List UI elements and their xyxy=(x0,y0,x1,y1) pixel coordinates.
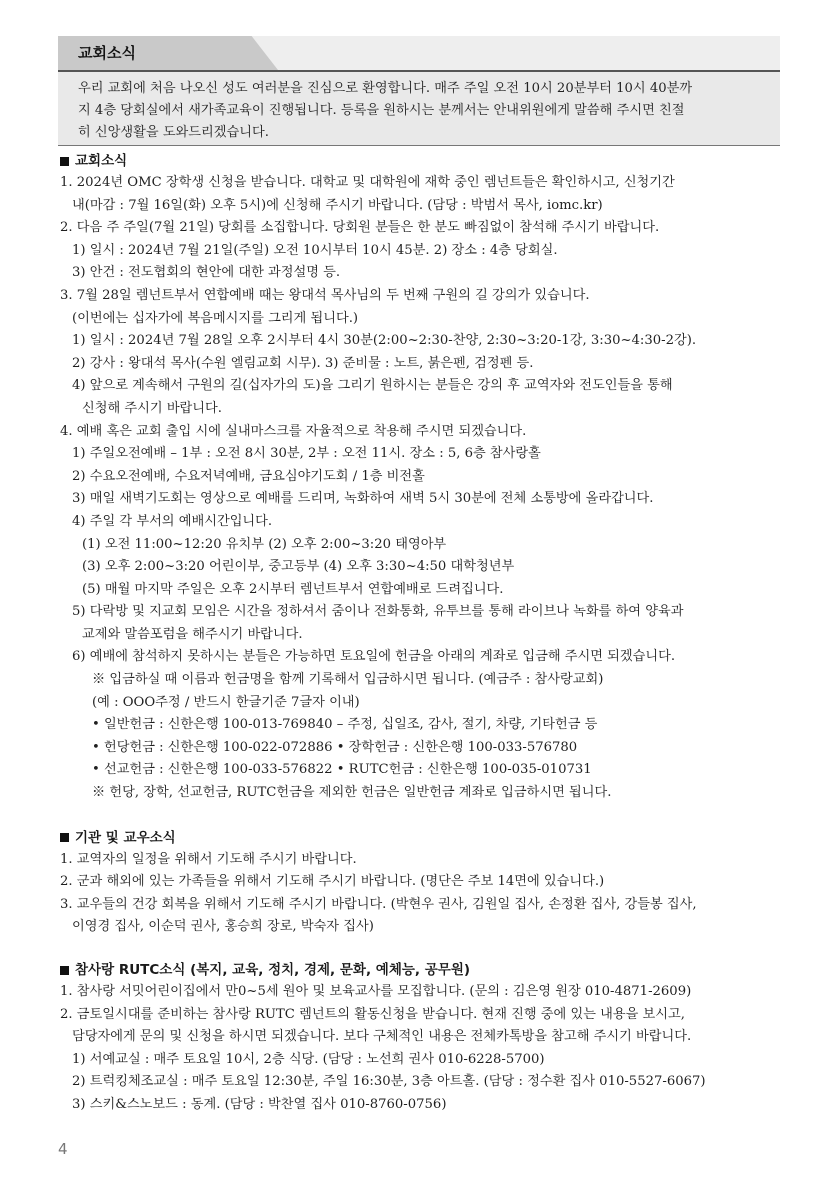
square-bullet-icon xyxy=(60,157,69,166)
list-item: 3. 교우들의 건강 회복을 위해서 기도해 주시기 바랍니다. (박현우 권사, 김원일 집사, 손정환 집사, 강들봉 집사, xyxy=(60,896,697,912)
list-item: 5) 다락방 및 지교회 모임은 시간을 정하셔서 줌이나 전화통화, 유투브를 통해 라이브나 녹화를 하여 양육과 xyxy=(72,604,684,620)
spacer xyxy=(60,805,790,827)
header-bar xyxy=(58,36,780,72)
welcome-line: 히 신앙생활을 도와드리겠습니다. xyxy=(78,125,269,140)
list-item: 내(마감 : 7월 16일(화) 오후 5시)에 신청해 주시기 바랍니다. (담당 : 박범서 목사, iomc.kr) xyxy=(72,197,603,213)
list-item: • 선교헌금 : 신한은행 100-033-576822 • RUTC헌금 : 신한은행 100-035-010731 xyxy=(92,762,592,778)
list-item: 2) 트럭킹체조교실 : 매주 토요일 12:30분, 주일 16:30분, 3층 아트홀. (담당 : 정수환 집사 010-5527-6067) xyxy=(72,1074,706,1090)
list-item: 4) 주일 각 부서의 예배시간입니다. xyxy=(72,513,273,529)
list-item: 1. 참사랑 서밋어린이집에서 만0~5세 원아 및 보육교사를 모집합니다. (문의 : 김은영 원장 010-4871-2609) xyxy=(60,984,692,999)
list-item: 1) 일시 : 2024년 7월 21일(주일) 오전 10시부터 10시 45분. 2) 장소 : 4층 당회실. xyxy=(72,242,558,258)
list-item: 1. 교역자의 일정을 위해서 기도해 주시기 바랍니다. xyxy=(60,851,357,867)
welcome-box xyxy=(58,72,780,146)
section-heading-rutc-news: 참사랑 RUTC소식 (복지, 교육, 정치, 경제, 문화, 예체능, 공무원) xyxy=(60,959,790,981)
content xyxy=(60,150,790,1117)
list-item: (5) 매월 마지막 주일은 오후 2시부터 렘넌트부서 연합예배로 드려집니다. xyxy=(82,581,504,597)
list-item: 2. 군과 해외에 있는 가족들을 위해서 기도해 주시기 바랍니다. (명단은 주보 14면에 있습니다.) xyxy=(60,874,605,890)
list-item: 1) 일시 : 2024년 7월 28일 오후 2시부터 4시 30분(2:00~2:30-찬양, 2:30~3:20-1강, 3:30~4:30-2강). xyxy=(72,333,697,349)
list-item: 교제와 말씀포럼을 해주시기 바랍니다. xyxy=(82,626,303,642)
list-item: 3) 매일 새벽기도회는 영상으로 예배를 드리며, 녹화하여 새벽 5시 30분에 전체 소통방에 올라갑니다. xyxy=(72,491,654,507)
list-item: 1) 주일오전예배 – 1부 : 오전 8시 30분, 2부 : 오전 11시. 장소 : 5, 6층 참사랑홀 xyxy=(72,446,541,462)
list-item: 4. 예배 혹은 교회 출입 시에 실내마스크를 자율적으로 착용해 주시면 되겠습니다. xyxy=(60,423,527,439)
list-item: 3) 안건 : 전도협회의 현안에 대한 과정설명 등. xyxy=(72,265,341,281)
list-item: (이번에는 십자가에 복음메시지를 그리게 됩니다.) xyxy=(72,310,359,326)
list-item: 6) 예배에 참석하지 못하시는 분들은 가능하면 토요일에 헌금을 아래의 계좌로 입금해 주시면 되겠습니다. xyxy=(72,649,676,665)
square-bullet-icon xyxy=(60,833,69,842)
list-item: 이영경 집사, 이순덕 권사, 홍승희 장로, 박숙자 집사) xyxy=(72,919,374,935)
list-item: 1) 서예교실 : 매주 토요일 10시, 2층 식당. (담당 : 노선희 권사 010-6228-5700) xyxy=(72,1051,545,1067)
list-item: 3) 스키&스노보드 : 동계. (담당 : 박찬열 집사 010-8760-0756) xyxy=(72,1096,447,1112)
list-item: • 헌당헌금 : 신한은행 100-022-072886 • 장학헌금 : 신한은행 100-033-576780 xyxy=(92,739,578,755)
square-bullet-icon xyxy=(60,966,69,975)
list-item: 1. 2024년 OMC 장학생 신청을 받습니다. 대학교 및 대학원에 재학 중인 렘넌트들은 확인하시고, 신청기간 xyxy=(60,175,675,190)
list-item: (3) 오후 2:00~3:20 어린이부, 중고등부 (4) 오후 3:30~4:50 대학청년부 xyxy=(82,559,515,575)
list-item: (1) 오전 11:00~12:20 유치부 (2) 오후 2:00~3:20 태영아부 xyxy=(82,536,447,552)
list-item: 담당자에게 문의 및 신청을 하시면 되겠습니다. 보다 구체적인 내용은 전체카톡방을 참고해 주시기 바랍니다. xyxy=(72,1029,692,1045)
page-title: 교회소식 xyxy=(78,44,136,62)
list-item: ※ 입금하실 때 이름과 헌금명을 함께 기록해서 입금하시면 됩니다. (예금주 : 참사랑교회) xyxy=(92,672,604,688)
list-item: (예 : OOO주정 / 반드시 한글기준 7글자 이내) xyxy=(92,694,360,710)
list-item: • 일반헌금 : 신한은행 100-013-769840 – 주정, 십일조, 감사, 절기, 차량, 기타헌금 등 xyxy=(92,717,598,733)
welcome-line: 우리 교회에 처음 나오신 성도 여러분을 진심으로 환영합니다. 매주 주일 오전 10시 20분부터 10시 40분까 xyxy=(78,81,693,96)
section-heading-church-news: 교회소식 xyxy=(60,150,790,172)
list-item: 3. 7월 28일 렘넌트부서 연합예배 때는 왕대석 목사님의 두 번째 구원의 길 강의가 있습니다. xyxy=(60,287,590,303)
list-item: 2. 다음 주 주일(7월 21일) 당회를 소집합니다. 당회원 분들은 한 분도 빠짐없이 참석해 주시기 바랍니다. xyxy=(60,220,660,236)
list-item: 2) 강사 : 왕대석 목사(수원 엘림교회 시무). 3) 준비물 : 노트, 붉은펜, 검정펜 등. xyxy=(72,355,534,371)
list-item: 신청해 주시기 바랍니다. xyxy=(82,400,222,416)
list-item: ※ 헌당, 장학, 선교헌금, RUTC헌금을 제외한 헌금은 일반헌금 계좌로 입금하시면 됩니다. xyxy=(92,785,612,801)
spacer xyxy=(60,939,790,959)
list-item: 4) 앞으로 계속해서 구원의 길(십자가의 도)을 그리기 원하시는 분들은 강의 후 교역자와 전도인들을 통해 xyxy=(72,378,673,394)
page-number: 4 xyxy=(58,1140,68,1158)
list-item: 2) 수요오전예배, 수요저녁예배, 금요심야기도회 / 1층 비전홀 xyxy=(72,468,425,484)
welcome-line: 지 4층 당회실에서 새가족교육이 진행됩니다. 등록을 원하시는 분께서는 안내위원에게 말씀해 주시면 친절 xyxy=(78,103,685,118)
list-item: 2. 금토일시대를 준비하는 참사랑 RUTC 렘넌트의 활동신청을 받습니다. 현재 진행 중에 있는 내용을 보시고, xyxy=(60,1006,685,1022)
section-heading-institution-news: 기관 및 교우소식 xyxy=(60,827,790,849)
